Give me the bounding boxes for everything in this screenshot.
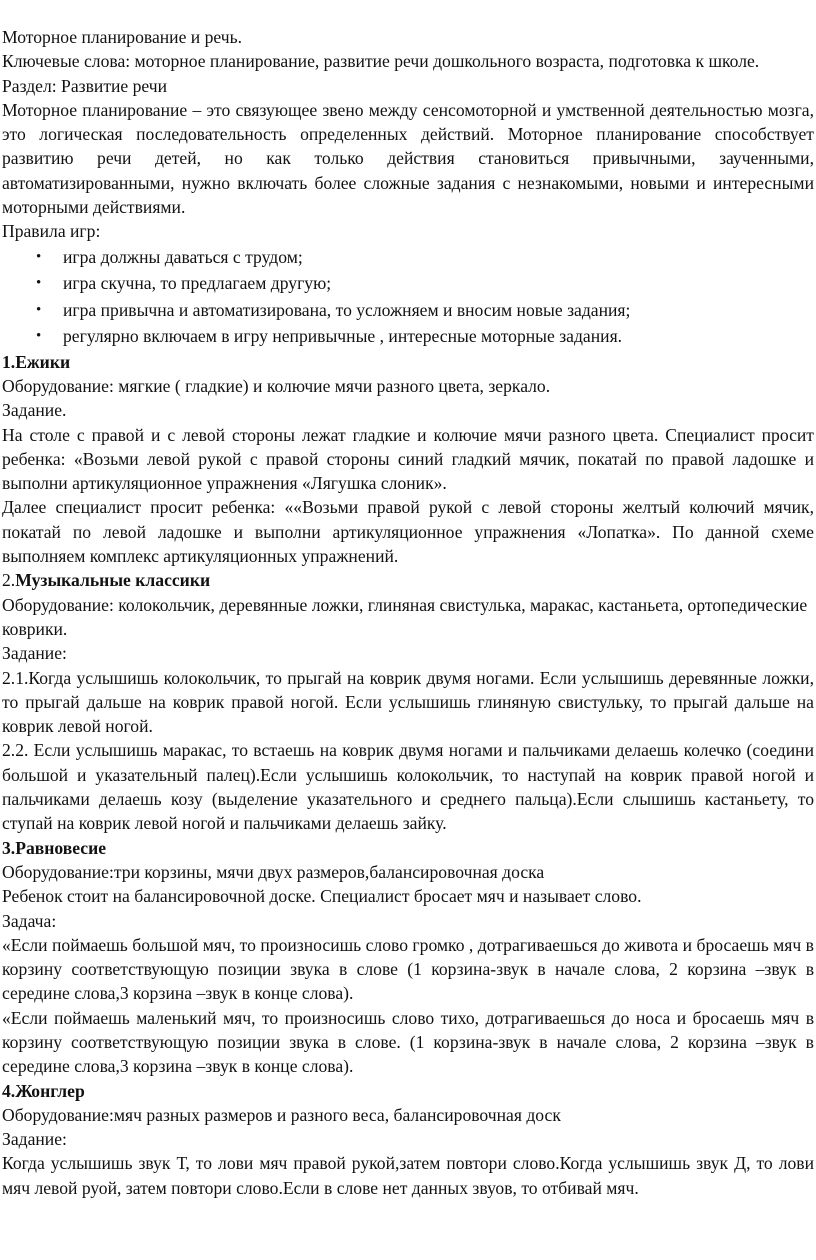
intro-paragraph: Моторное планирование – это связующее звено между сенсомоторной и умственной деятельностью мозга, это логическая последовательность определенных действий. Моторное планирование способствует развитию речи детей, но как только действия становиться привычными, заученными, автоматизированными, нужно включать более сложные задания с незнакомыми, новыми и интересными моторными действиями. — [2, 99, 814, 218]
rule-text: игра должны даваться с трудом; — [63, 246, 303, 267]
game3-equipment: Оборудование:три корзины, мячи двух размеров,балансировочная доска — [2, 861, 545, 882]
game1-equipment: Оборудование: мягкие ( гладкие) и колючие мячи разного цвета, зеркало. — [2, 375, 551, 396]
bullet-icon: • — [36, 328, 42, 345]
game1-paragraph-2: Далее специалист просит ребенка: ««Возьми правой рукой с левой стороны желтый колючий мячик, покатай по левой ладошке и выполни артикуляционное упражнения «Лопатка». По данной схеме выполняем комплекс артикуляционных упражнений. — [2, 497, 814, 567]
rules-heading: Правила игр: — [2, 221, 101, 242]
rules-list-item — [2, 244, 814, 271]
game4-title: 4.Жонглер — [2, 1080, 85, 1101]
game1-title: 1.Ежики — [2, 351, 71, 372]
game2-number: 2. — [2, 570, 16, 591]
game4-heading — [2, 1079, 814, 1103]
game3-title: 3.Равновесие — [2, 837, 107, 858]
rules-list-item — [2, 297, 814, 324]
rules-list-item — [2, 323, 814, 350]
game4-paragraph-1: Когда услышишь звук Т, то лови мяч правой рукой,затем повтори слово.Когда услышишь звук Д, то лови мяч левой руой, затем повтори слово.Если в слове нет данных звуов, то отбивай мяч. — [2, 1153, 814, 1198]
game4-equipment: Оборудование:мяч разных размеров и разного веса, балансировочная доск — [2, 1104, 561, 1125]
game2-paragraph-1: 2.1.Когда услышишь колокольчик, то прыгай на коврик двумя ногами. Если услышишь деревянные ложки, то прыгай дальше на коврик правой ногой. Если услышишь глиняную свистульку, то прыгай дальше на коврик левой ногой. — [2, 667, 814, 737]
game3-heading — [2, 836, 814, 860]
rule-text: игра скучна, то предлагаем другую; — [63, 273, 332, 294]
game1-paragraph-1: На столе с правой и с левой стороны лежат гладкие и колючие мячи разного цвета. Специалист просит ребенка: «Возьми левой рукой с правой стороны синий гладкий мячик, покатай по правой ладошке и выполни артикуляционное упражнения «Лягушка слоник». — [2, 424, 814, 494]
rule-text: игра привычна и автоматизирована, то усложняем и вносим новые задания; — [63, 299, 631, 320]
document-title: Моторное планирование и речь. — [2, 27, 243, 47]
rules-list-item — [2, 270, 814, 297]
rule-text: регулярно включаем в игру непривычные , интересные моторные задания. — [63, 326, 623, 347]
bullet-icon: • — [36, 248, 42, 265]
game2-heading — [2, 568, 814, 592]
game4-task-label: Задание: — [2, 1129, 67, 1150]
section-line: Раздел: Развитие речи — [2, 75, 168, 96]
bullet-icon: • — [36, 301, 42, 318]
game1-task-label: Задание. — [2, 400, 67, 421]
keywords-line: Ключевые слова: моторное планирование, развитие речи дошкольного возраста, подготовка к школе. — [2, 51, 760, 72]
game2-equipment: Оборудование: колокольчик, деревянные ложки, глиняная свистулька, маракас, кастаньета, ортопедические коврики. — [2, 594, 808, 639]
game3-paragraph-1: «Если поймаешь большой мяч, то произносишь слово громко , дотрагиваешься до живота и бросаешь мяч в корзину соответствующую позиции звука в слове (1 корзина-звук в начале слова, 2 корзина –звук в середине слова,3 корзина –звук в конце слова). — [2, 934, 814, 1004]
game1-heading — [2, 350, 814, 374]
game3-task-label: Задача: — [2, 910, 57, 931]
game3-paragraph-2: «Если поймаешь маленький мяч, то произносишь слово тихо, дотрагиваешься до носа и бросаешь мяч в корзину соответствующую позиции звука в слове. (1 корзина-звук в начале слова, 2 корзина –звук в середине слова,3 корзина –звук в конце слова). — [2, 1007, 814, 1077]
game2-paragraph-2: 2.2. Если услышишь маракас, то встаешь на коврик двумя ногами и пальчиками делаешь колечко (соедини большой и указательный палец).Если услышишь колокольчик, то наступай на коврик правой ногой и пальчиками делаешь козу (выделение указательного и среднего пальца).Если слышишь кастаньету, то ступай на коврик левой ногой и пальчиками делаешь зайку. — [2, 740, 814, 834]
game2-task-label: Задание: — [2, 643, 67, 664]
rules-list — [2, 244, 814, 350]
game3-setup: Ребенок стоит на балансировочной доске. Специалист бросает мяч и называет слово. — [2, 886, 642, 907]
bullet-icon: • — [36, 275, 42, 292]
top-margin — [2, 0, 814, 25]
game2-title: Музыкальные классики — [15, 570, 211, 591]
